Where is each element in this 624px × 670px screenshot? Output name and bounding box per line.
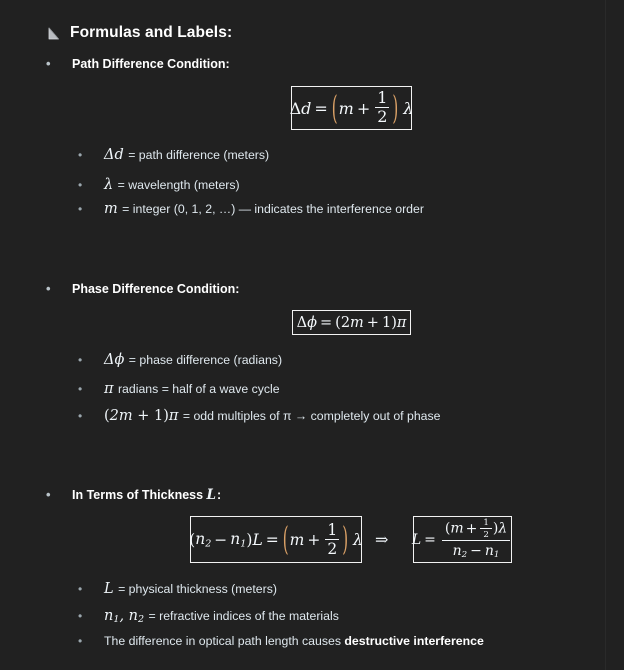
- symbol-m: m: [104, 201, 118, 217]
- formula-var-m: m: [289, 530, 305, 549]
- fraction-denominator: 2: [377, 107, 388, 126]
- bullet-marker: [78, 383, 104, 395]
- formula-fraction-one-half: [373, 90, 391, 125]
- page-title: [46, 24, 232, 42]
- fraction-denominator: 2: [327, 539, 338, 558]
- formula-var-m: m: [338, 98, 354, 118]
- formula-open-paren: (: [189, 530, 196, 549]
- formula-open-paren-big: (: [282, 519, 289, 559]
- formula-n2: $n_2$: [195, 529, 212, 550]
- list-item: [78, 201, 424, 217]
- formula-var-m: m: [350, 314, 364, 331]
- bullet-marker: [78, 635, 104, 647]
- symbol-odd-multiple-pi: (2m + 1)π: [104, 408, 179, 424]
- formula-open-paren: (: [335, 314, 341, 331]
- fraction-numerator: (m + $\frac{1}{2}$ )λ: [442, 518, 510, 541]
- list-item: [78, 147, 269, 163]
- formula-equals: =: [314, 98, 328, 118]
- list-item-label: = refractive indices of the materials: [148, 609, 339, 623]
- list-item-label: = path difference (meters): [128, 148, 270, 162]
- formula-lambda: λ: [353, 530, 363, 549]
- symbol-pi: π: [104, 381, 114, 397]
- formula-plus: +: [356, 98, 371, 118]
- formula-fraction-one-half: [323, 522, 341, 556]
- formula-delta-d: Δd: [289, 98, 312, 118]
- page-title-text: Formulas and Labels:: [70, 24, 233, 41]
- formula-box-path-difference: [291, 86, 412, 130]
- formula-equals: =: [424, 531, 436, 548]
- fraction-numerator: 1: [377, 88, 388, 108]
- formula-close-paren: ): [391, 314, 397, 331]
- symbol-lambda: λ: [104, 177, 114, 193]
- section-label-text: Path Difference Condition:: [72, 57, 230, 71]
- list-item-label: = integer (0, 1, 2, …) — indicates the interference order: [122, 202, 424, 216]
- section-label-text: In Terms of Thickness: [72, 488, 204, 502]
- section-label-thickness: [46, 487, 221, 503]
- formula-L: L: [252, 530, 263, 549]
- formula-L: L: [411, 531, 422, 548]
- fraction-denominator: $n_2 - n_1$: [452, 543, 500, 561]
- formula-plus: +: [307, 530, 321, 549]
- list-item-label: = physical thickness (meters): [118, 582, 277, 596]
- bullet-marker: [46, 57, 72, 70]
- formula-lambda: λ: [403, 98, 414, 118]
- symbol-delta-d: Δd: [104, 147, 124, 163]
- formula-one: 1: [381, 314, 392, 331]
- list-item: [78, 381, 280, 397]
- formula-close-paren: ): [246, 530, 253, 549]
- bullet-marker: [78, 149, 104, 161]
- bullet-marker: [78, 179, 104, 191]
- symbol-delta-phi: Δϕ: [104, 352, 125, 368]
- bullet-marker: [46, 282, 72, 295]
- fraction-numerator: 1: [327, 521, 338, 540]
- section-label-colon: :: [217, 488, 222, 502]
- formula-pi: π: [396, 314, 407, 331]
- bullet-marker: [78, 610, 104, 622]
- formula-box-thickness-left: [190, 516, 362, 563]
- formula-delta-phi: Δϕ: [296, 314, 317, 331]
- list-item-label: = odd multiples of π → completely out of phase: [182, 409, 441, 423]
- formula-minus: −: [214, 530, 228, 549]
- list-item-label: = wavelength (meters): [117, 178, 240, 192]
- section-label-path-difference: [46, 57, 230, 71]
- list-item: [78, 408, 441, 424]
- list-item-label: radians = half of a wave cycle: [117, 382, 280, 396]
- bullet-marker: [78, 354, 104, 366]
- formula-open-paren: (: [331, 88, 338, 127]
- section-label-phase-difference: [46, 282, 239, 296]
- formula-box-phase-difference: [292, 310, 411, 335]
- formula-equals: =: [265, 530, 279, 549]
- list-item: [78, 581, 277, 597]
- section-label-text: Phase Difference Condition:: [72, 282, 240, 296]
- list-item: [78, 634, 484, 648]
- bullet-marker: [78, 410, 104, 422]
- implies-arrow-icon: ⇒: [375, 530, 389, 549]
- bullet-marker: [46, 488, 72, 501]
- symbol-L: L: [206, 487, 217, 503]
- symbol-n1-n2: $n_1$, $n_2$: [104, 608, 145, 626]
- list-item-emphasis: destructive interference: [344, 634, 484, 648]
- formula-box-thickness-right: [413, 516, 512, 563]
- bullet-marker: [78, 203, 104, 215]
- formula-equals: =: [319, 314, 333, 331]
- list-item: [78, 608, 339, 625]
- formula-coef-two: 2: [340, 314, 351, 331]
- formula-n1: $n_1$: [230, 529, 247, 550]
- formula-big-fraction: [439, 518, 513, 561]
- bullet-marker: [78, 583, 104, 595]
- formula-close-paren-big: ): [342, 519, 349, 559]
- triangle-ruler-icon: [46, 26, 62, 42]
- list-item-label: The difference in optical path length causes: [104, 634, 345, 648]
- formula-plus: +: [366, 314, 379, 331]
- list-item-label: = phase difference (radians): [128, 353, 283, 367]
- list-item: [78, 352, 282, 368]
- formula-close-paren: ): [392, 88, 399, 127]
- list-item: [78, 177, 240, 193]
- symbol-L: L: [104, 581, 114, 597]
